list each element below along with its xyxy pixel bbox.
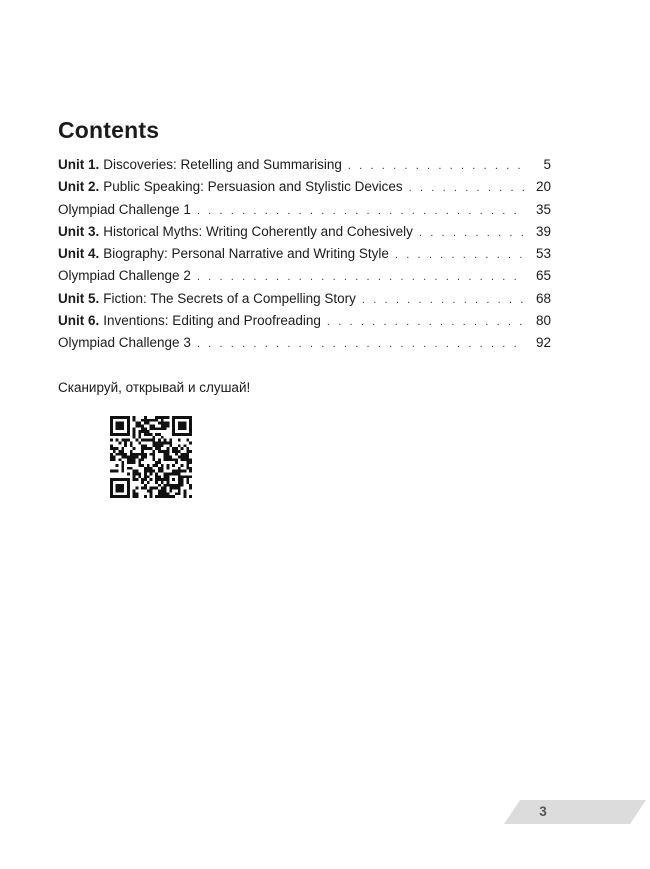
toc-page-number: 92 (535, 335, 551, 351)
dot-leader (419, 222, 525, 244)
toc-title: Discoveries: Retelling and Summarising (103, 157, 342, 172)
dot-leader (197, 266, 525, 288)
page-number: 3 (539, 804, 547, 819)
scan-instruction: Сканируй, открывай и слушай! (58, 380, 251, 395)
dot-leader (395, 244, 525, 266)
dot-leader (197, 200, 525, 222)
toc-entry-olympiad-2[interactable] (58, 265, 551, 287)
toc-page-number: 80 (535, 313, 551, 329)
table-of-contents (58, 154, 551, 355)
dot-leader (409, 177, 525, 199)
toc-unit-number: Unit 3. (58, 223, 100, 239)
toc-unit-number: Unit 2. (58, 179, 100, 195)
toc-unit-number: Unit 5. (58, 290, 100, 306)
dot-leader (348, 155, 525, 177)
toc-title: Inventions: Editing and Proofreading (103, 313, 321, 329)
toc-entry-olympiad-1[interactable] (58, 199, 551, 221)
toc-entry-unit-1[interactable] (58, 154, 551, 176)
toc-unit-number: Unit 1. (58, 157, 100, 172)
toc-page-number: 68 (535, 290, 551, 306)
toc-title: Fiction: The Secrets of a Compelling Story (103, 290, 356, 306)
toc-title: Historical Myths: Writing Coherently and Cohesively (103, 223, 413, 239)
toc-entry-unit-4[interactable] (58, 243, 551, 265)
toc-page-number: 35 (535, 201, 551, 217)
toc-entry-unit-2[interactable] (58, 176, 551, 198)
toc-title: Olympiad Challenge 2 (58, 268, 191, 284)
toc-title: Biography: Personal Narrative and Writing Style (103, 246, 389, 262)
toc-entry-unit-6[interactable] (58, 310, 551, 332)
toc-entry-unit-3[interactable] (58, 221, 551, 243)
toc-entry-unit-5[interactable] (58, 288, 551, 310)
dot-leader (362, 289, 525, 311)
toc-page-number: 39 (535, 223, 551, 239)
toc-page-number: 65 (535, 268, 551, 284)
toc-unit-number: Unit 4. (58, 246, 100, 262)
toc-page-number: 20 (535, 179, 551, 195)
toc-title: Public Speaking: Persuasion and Stylistic Devices (103, 179, 403, 195)
toc-page-number: 5 (543, 157, 551, 172)
toc-entry-olympiad-3[interactable] (58, 332, 551, 354)
toc-title: Olympiad Challenge 1 (58, 201, 191, 217)
page-title: Contents (58, 117, 160, 143)
qr-code-icon[interactable] (110, 416, 192, 498)
dot-leader (197, 333, 525, 355)
toc-page-number: 53 (535, 246, 551, 262)
toc-unit-number: Unit 6. (58, 313, 100, 329)
dot-leader (327, 311, 525, 333)
toc-title: Olympiad Challenge 3 (58, 335, 191, 351)
